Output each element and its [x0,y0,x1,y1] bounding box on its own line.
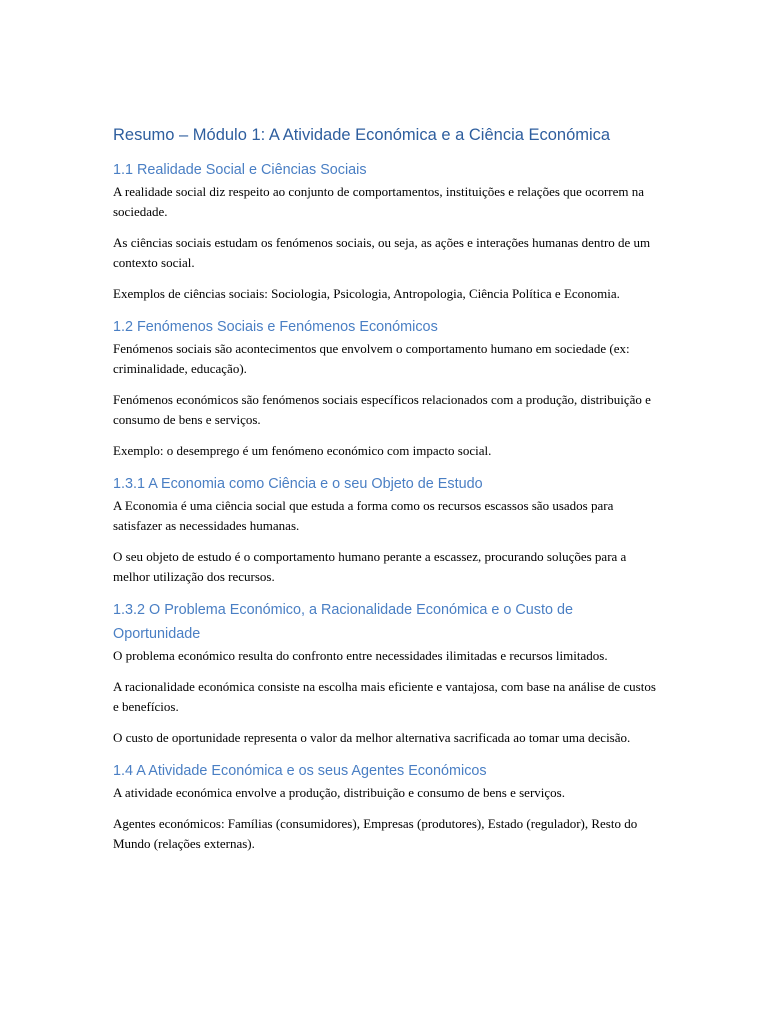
section-fenomenos [113,315,658,461]
document-page [113,123,658,865]
paragraph: Agentes económicos: Famílias (consumidores), Empresas (produtores), Estado (regulador), Resto do Mundo (relações externas). [113,816,638,851]
paragraph: A atividade económica envolve a produção, distribuição e consumo de bens e serviços. [113,785,565,800]
paragraph: A racionalidade económica consiste na escolha mais eficiente e vantajosa, com base na análise de custos e benefícios. [113,679,656,714]
paragraph: Fenómenos sociais são acontecimentos que envolvem o comportamento humano em sociedade (ex: criminalidade, educação). [113,341,630,376]
paragraph: As ciências sociais estudam os fenómenos sociais, ou seja, as ações e interações humanas dentro de um contexto social. [113,235,651,270]
paragraph: Exemplo: o desemprego é um fenómeno económico com impacto social. [113,443,492,458]
paragraph: Exemplos de ciências sociais: Sociologia, Psicologia, Antropologia, Ciência Política e Economia. [113,286,620,301]
section-heading: 1.1 Realidade Social e Ciências Sociais [113,162,367,178]
section-atividade-economica [113,759,658,854]
paragraph: A realidade social diz respeito ao conjunto de comportamentos, instituições e relações que ocorrem na sociedade. [113,184,645,219]
paragraph: A Economia é uma ciência social que estuda a forma como os recursos escassos são usados para satisfazer as necessidades humanas. [113,498,614,533]
section-problema-economico [113,598,658,748]
section-heading: 1.3.2 O Problema Económico, a Racionalidade Económica e o Custo de Oportunidade [113,602,573,642]
section-realidade-social [113,158,658,304]
paragraph: O seu objeto de estudo é o comportamento humano perante a escassez, procurando soluções para a melhor utilização dos recursos. [113,549,627,584]
section-economia-ciencia [113,472,658,587]
section-heading: 1.2 Fenómenos Sociais e Fenómenos Económicos [113,319,438,335]
paragraph: O custo de oportunidade representa o valor da melhor alternativa sacrificada ao tomar uma decisão. [113,730,631,745]
section-heading: 1.4 A Atividade Económica e os seus Agentes Económicos [113,763,487,779]
paragraph: Fenómenos económicos são fenómenos sociais específicos relacionados com a produção, distribuição e consumo de bens e serviços. [113,392,651,427]
paragraph: O problema económico resulta do confronto entre necessidades ilimitadas e recursos limitados. [113,648,608,663]
section-heading: 1.3.1 A Economia como Ciência e o seu Objeto de Estudo [113,476,483,492]
document-title: Resumo – Módulo 1: A Atividade Económica e a Ciência Económica [113,126,611,144]
